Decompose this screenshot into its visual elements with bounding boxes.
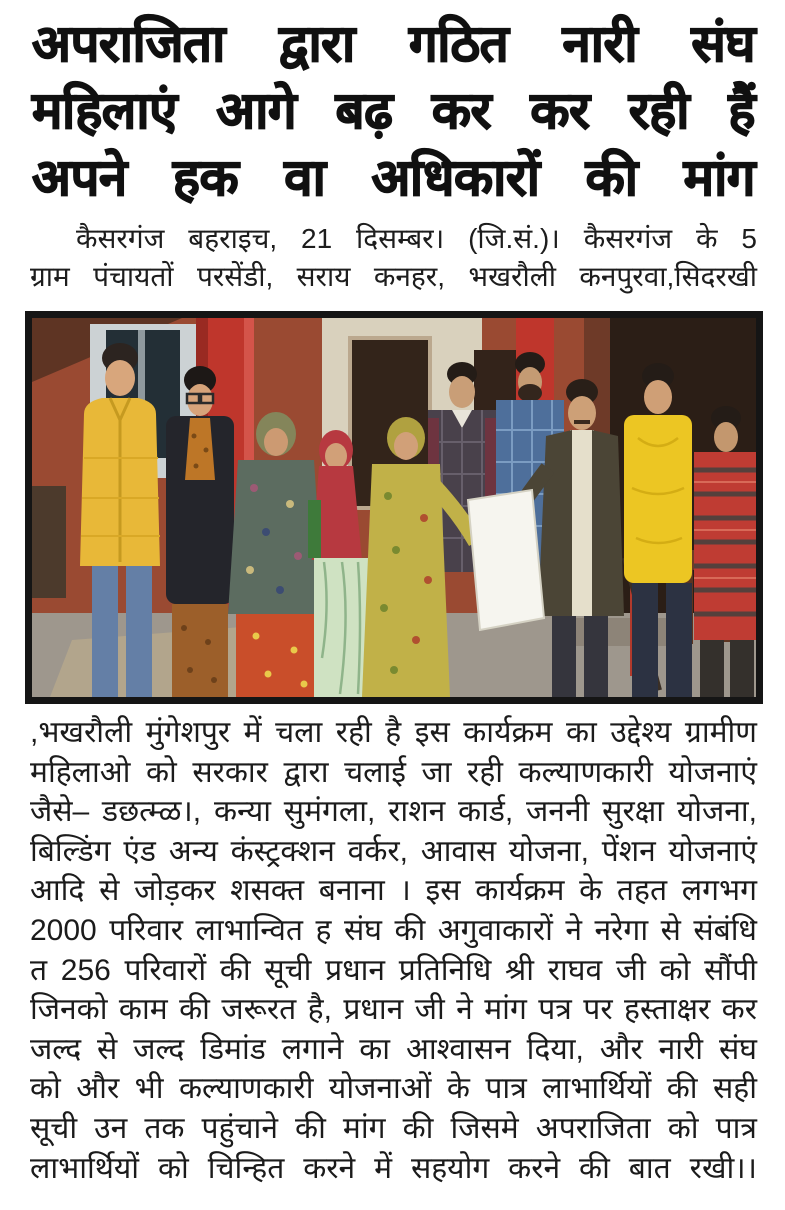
body-line: जल्द से जल्द डिमांड लगाने का आश्वासन दिया, और नारी संघ (30, 1032, 757, 1066)
body-line: महिलाओ को सरकार द्वारा चलाई जा रही कल्याणकारी योजनाएं (30, 755, 757, 789)
body-line: को और भी कल्याणकारी योजनाओं के पात्र लाभार्थियों की सही (30, 1072, 757, 1106)
body-line: आदि से जोड़कर शसक्त बनाना । इस कार्यक्रम के तहत लगभग (30, 874, 757, 908)
headline (32, 10, 755, 211)
body-line: त 256 परिवारों की सूची प्रधान प्रतिनिधि श्री राघव जी को सौंपी (30, 953, 757, 987)
news-photo (25, 311, 763, 704)
article-body (30, 713, 757, 1188)
body-line: जिनको काम की जरूरत है, प्रधान जी ने मांग पत्र पर हस्ताक्षर कर (30, 993, 757, 1027)
body-line: 2000 परिवार लाभान्वित ह संघ की अगुवाकारों ने नरेगा से संबंधि (30, 913, 757, 947)
body-line: लाभार्थियों को चिन्हित करने में सहयोग करने की बात रखी।। (30, 1151, 757, 1185)
headline-line-2: महिलाएं आगे बढ़ कर कर रही हैं (32, 82, 755, 139)
headline-line-3: अपने हक वा अधिकारों की मांग (32, 149, 755, 206)
body-line: जैसे– डछत्म्ळ।, कन्या सुमंगला, राशन कार्ड, जननी सुरक्षा योजना, (30, 795, 757, 829)
newspaper-clipping (0, 10, 785, 1210)
memorandum-paper (468, 490, 544, 630)
body-line: ,भखरौली मुंगेशपुर में चला रही है इस कार्यक्रम का उद्देश्य ग्रामीण (30, 716, 757, 749)
headline-line-1: अपराजिता द्वारा गठित नारी संघ (32, 15, 755, 72)
dateline (30, 220, 757, 296)
dateline-line-2: ग्राम पंचायतों परसेंडी, सराय कनहर, भखरौली कनपुरवा,सिदरखी (30, 261, 757, 292)
dateline-line-1: कैसरगंज बहराइच, 21 दिसम्बर। (जि.सं.)। कैसरगंज के 5 (76, 223, 757, 254)
chair-left (32, 486, 66, 598)
body-line: सूची उन तक पहुंचाने की मांग की जिसमे अपराजिता को पात्र (30, 1111, 757, 1145)
news-photo-illustration (32, 318, 756, 697)
body-line: बिल्डिंग एंड अन्य कंस्ट्रक्शन वर्कर, आवास योजना, पेंशन योजनाएं (30, 834, 757, 868)
